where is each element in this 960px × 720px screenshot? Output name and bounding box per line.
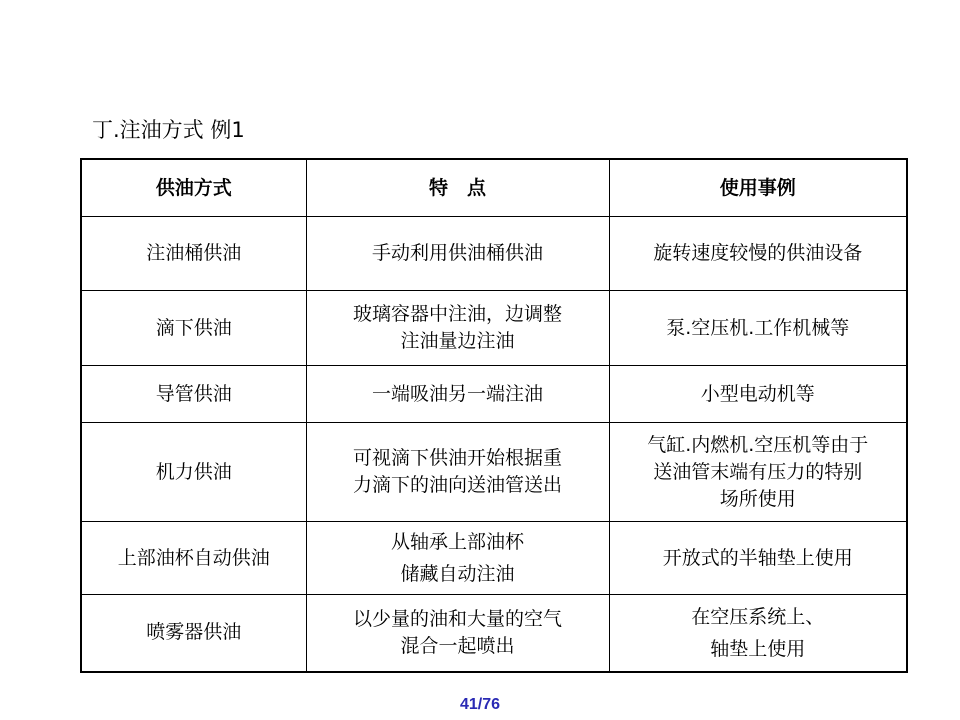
slide-title: 丁.注油方式 例1	[92, 118, 245, 142]
cell-example	[609, 366, 907, 423]
cell-feature	[306, 217, 609, 291]
table-row	[81, 522, 907, 595]
cell-line: 喷雾器供油	[146, 621, 242, 644]
cell-line: 可视滴下供油开始根据重	[352, 447, 562, 469]
cell-line: 以少量的油和大量的空气	[352, 607, 562, 630]
cell-feature	[306, 366, 609, 423]
table-row	[81, 366, 907, 423]
cell-line: 手动利用供油桶供油	[371, 242, 543, 264]
table-row	[81, 423, 907, 522]
cell-feature	[306, 423, 609, 522]
cell-line: 滴下供油	[155, 316, 232, 339]
cell-method	[81, 366, 306, 423]
cell-example	[609, 595, 907, 672]
cell-example	[609, 423, 907, 522]
cell-line: 储藏自动注油	[400, 563, 515, 585]
cell-feature	[306, 291, 609, 366]
table-row	[81, 291, 907, 366]
cell-line: 旋转速度较慢的供油设备	[653, 242, 863, 264]
cell-line: 一端吸油另一端注油	[371, 382, 543, 405]
cell-line: 场所使用	[719, 487, 796, 510]
oil-supply-table	[80, 158, 908, 673]
header-feature: 特 点	[306, 159, 609, 217]
table-row	[81, 217, 907, 291]
cell-method	[81, 595, 306, 672]
cell-line: 上部油杯自动供油	[117, 546, 270, 569]
cell-example	[609, 522, 907, 595]
header-method: 供油方式	[81, 159, 306, 217]
cell-line: 小型电动机等	[700, 382, 815, 405]
cell-example	[609, 291, 907, 366]
cell-line: 气缸.内燃机.空压机等由于	[647, 433, 869, 456]
cell-line: 玻璃容器中注油，边调整	[352, 303, 562, 325]
cell-line: 力滴下的油向送油管送出	[352, 474, 562, 496]
cell-line: 机力供油	[155, 460, 232, 483]
table-header-row	[81, 159, 907, 217]
table-body	[81, 217, 907, 672]
page-number: 41/76	[459, 696, 501, 713]
table-row	[81, 595, 907, 672]
cell-line: 混合一起喷出	[400, 634, 515, 657]
cell-example	[609, 217, 907, 291]
cell-method	[81, 522, 306, 595]
cell-line: 开放式的半轴垫上使用	[662, 546, 853, 569]
cell-feature	[306, 522, 609, 595]
header-example: 使用事例	[609, 159, 907, 217]
cell-line: 从轴承上部油杯	[390, 531, 524, 553]
cell-line: 在空压系统上、	[691, 605, 825, 628]
cell-line: 注油量边注油	[400, 330, 515, 352]
cell-method	[81, 291, 306, 366]
cell-line: 泵.空压机.工作机械等	[666, 316, 850, 339]
cell-feature	[306, 595, 609, 672]
cell-line: 轴垫上使用	[710, 637, 806, 660]
cell-method	[81, 217, 306, 291]
cell-line: 送油管末端有压力的特别	[653, 460, 863, 483]
cell-method	[81, 423, 306, 522]
cell-line: 注油桶供油	[146, 242, 242, 264]
cell-line: 导管供油	[155, 382, 232, 405]
